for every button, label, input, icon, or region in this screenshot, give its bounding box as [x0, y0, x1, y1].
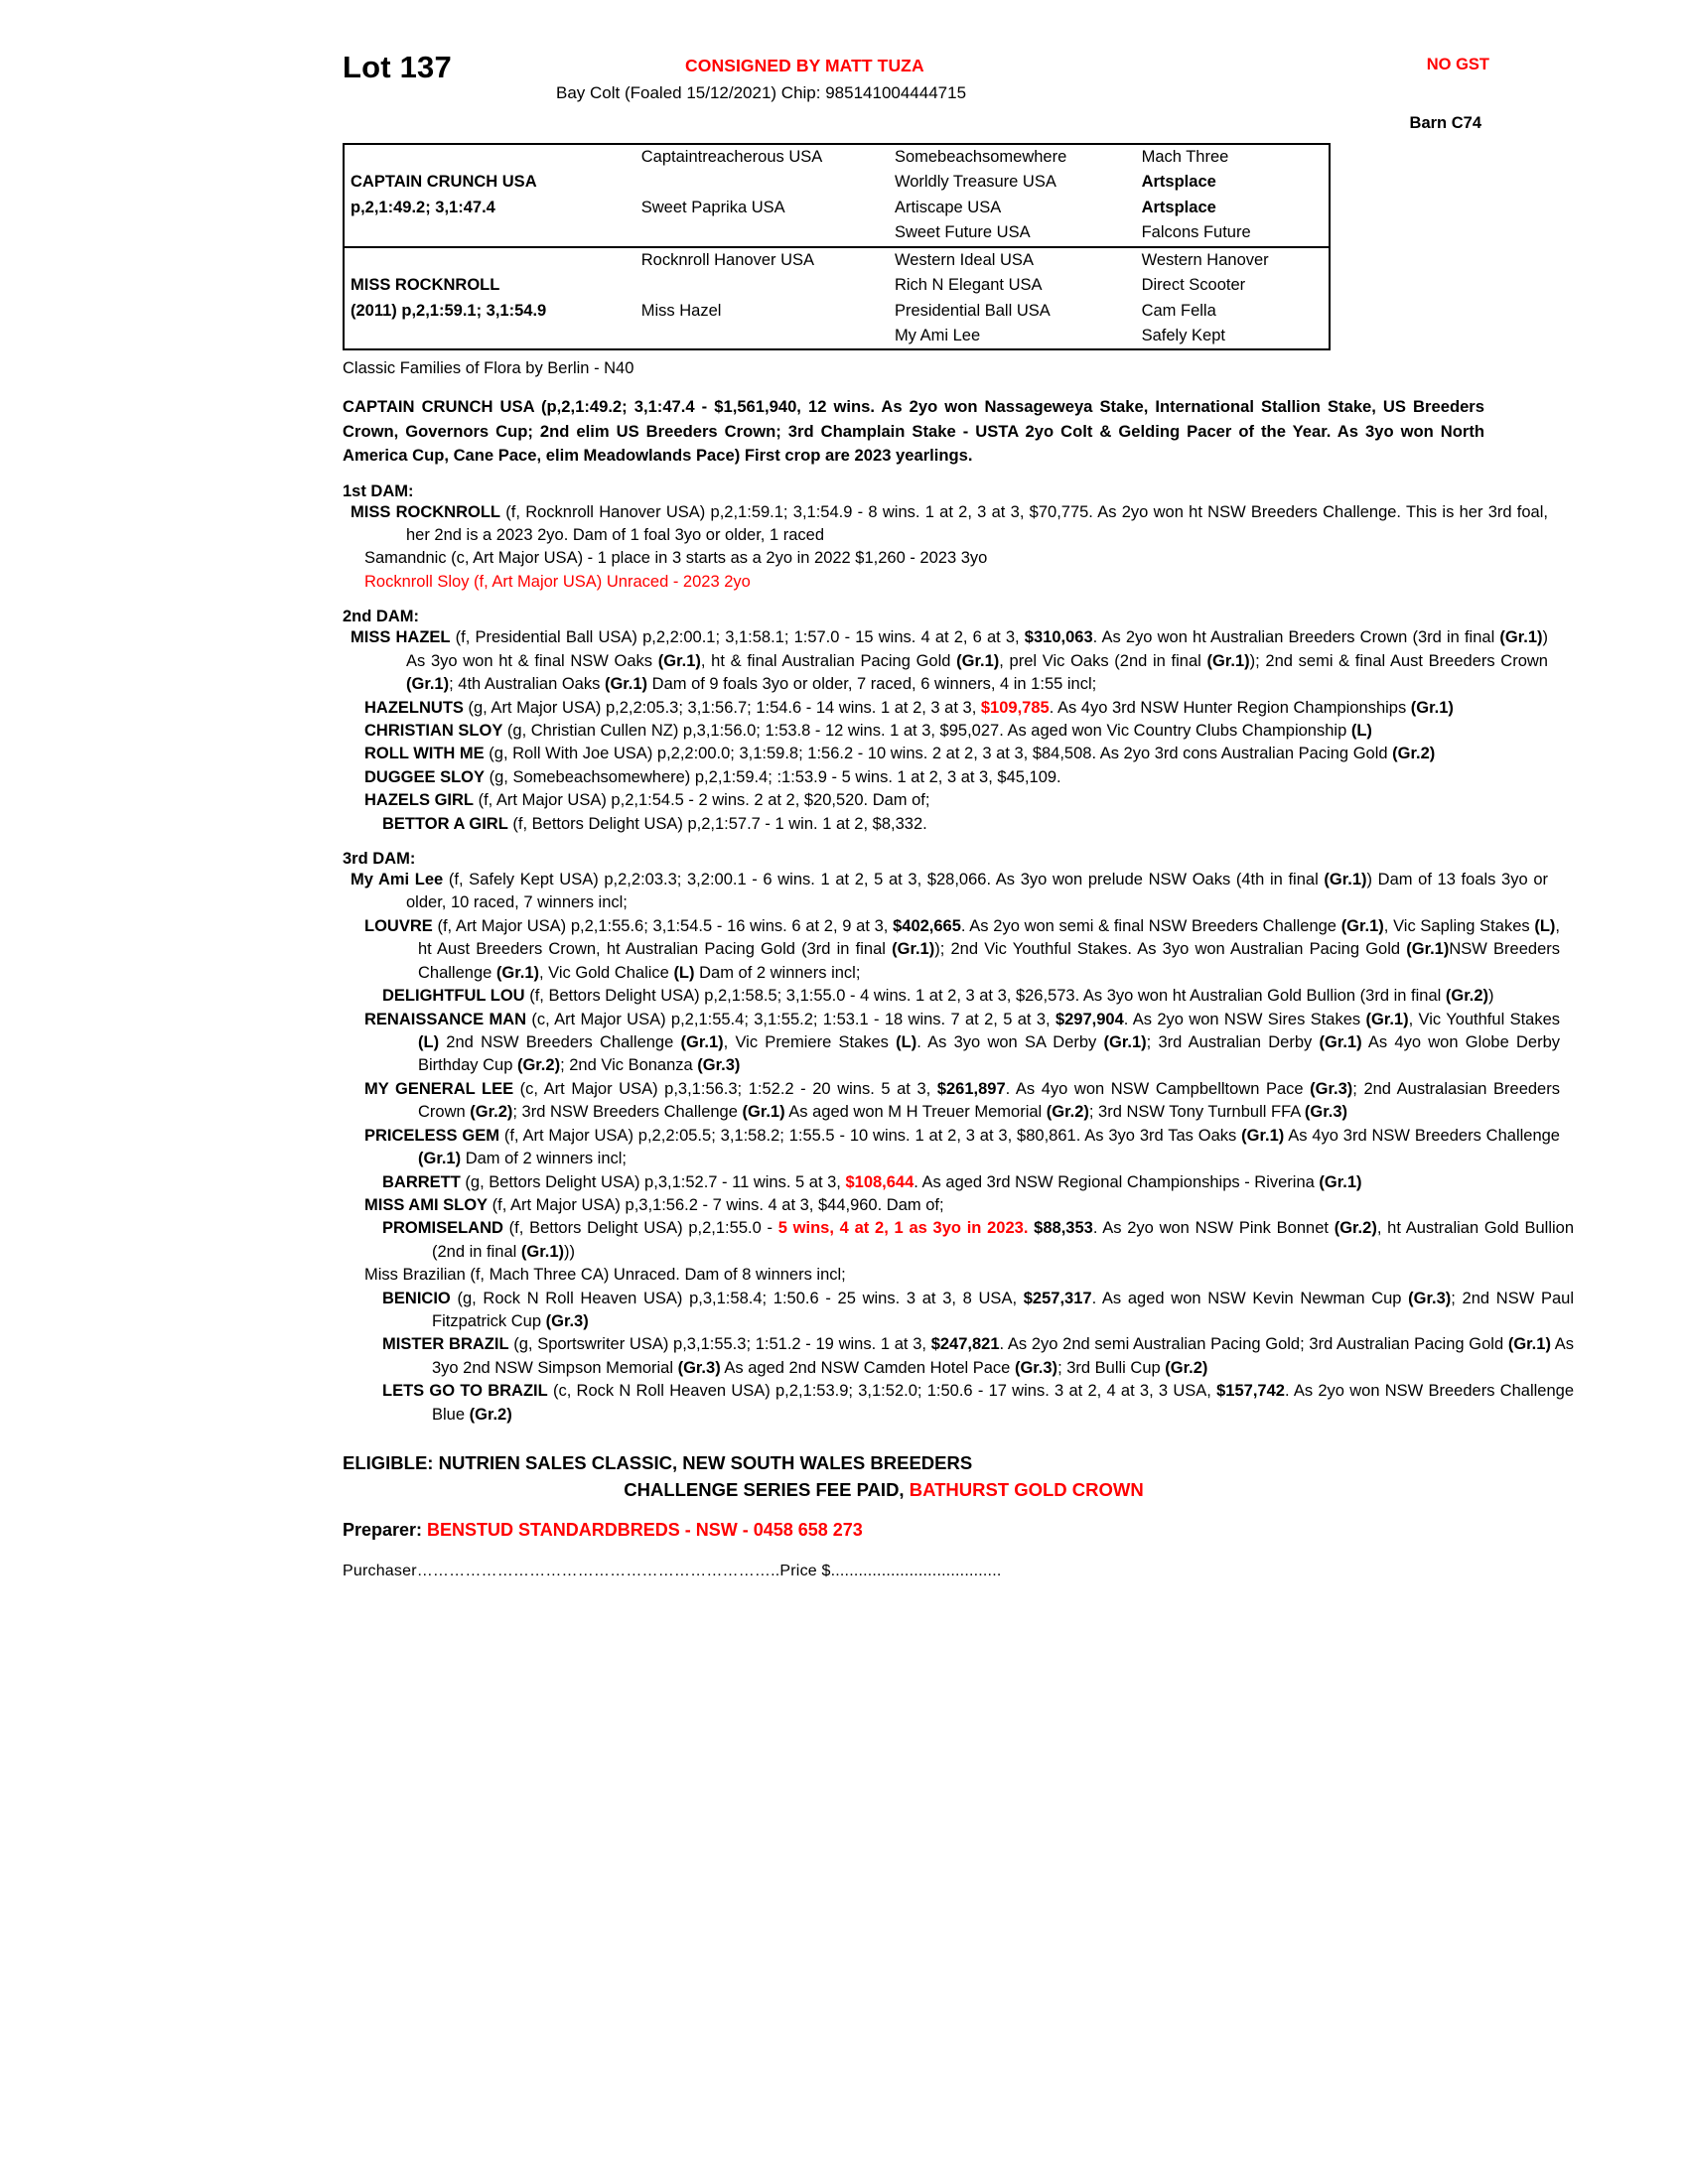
first-dam-text: (f, Rocknroll Hanover USA) p,2,1:59.1; 3,1:54.9 - 8 wins. 1 at 2, 3 at 3, $70,775. As 2yo won ht NSW Breeders Challenge. This is her 3rd foal, her 2nd is a 2023 2yo. Dam of 1 foal 3yo or older, 1 raced: [406, 502, 1548, 544]
text-run: $88,353: [1028, 1219, 1093, 1238]
text-run: )): [564, 1242, 575, 1261]
progeny-entry: [364, 915, 1560, 985]
text-run: PRICELESS GEM: [364, 1126, 499, 1145]
text-run: (Gr.1): [680, 1032, 724, 1051]
pedigree-cell-parent: MISS ROCKNROLL: [351, 276, 500, 295]
text-run: As 3yo 2nd NSW Simpson Memorial: [432, 1335, 1575, 1377]
text-run: (f, Presidential Ball USA) p,2,2:00.1; 3,1:58.1; 1:57.0 - 15 wins. 4 at 2, 6 at 3,: [450, 628, 1025, 647]
text-run: DELIGHTFUL LOU: [382, 987, 525, 1006]
text-run: (Gr.1): [1206, 651, 1250, 670]
progeny-entry: [364, 1264, 1560, 1287]
first-dam-entry: [351, 501, 1548, 548]
preparer-value: BENSTUD STANDARDBREDS - NSW - 0458 658 273: [427, 1519, 863, 1540]
text-run: MISS AMI SLOY: [364, 1195, 489, 1214]
progeny-entry: [382, 1171, 1574, 1194]
text-run: ROLL WITH ME: [364, 745, 485, 763]
text-run: . As 4yo won NSW Campbelltown Pace: [1005, 1079, 1311, 1098]
text-run: , ht Aust Breeders Crown, ht Australian Pacing Gold (3rd in final: [418, 916, 1560, 959]
text-run: (L): [1350, 721, 1372, 740]
text-run: (Gr.1): [1319, 1172, 1362, 1191]
text-run: (Gr.1): [406, 675, 450, 694]
text-run: (Gr.2): [1165, 1358, 1208, 1377]
first-dam-heading: 1st DAM:: [343, 481, 414, 500]
classic-families-note: Classic Families of Flora by Berlin - N40: [343, 359, 634, 378]
text-run: . As 2yo won ht Australian Breeders Crown (3rd in final: [1092, 628, 1500, 647]
text-run: (f, Art Major USA) p,2,1:55.6; 3,1:54.5 - 16 wins. 6 at 2, 9 at 3,: [432, 916, 894, 935]
text-run: BENICIO: [382, 1289, 451, 1307]
text-run: (Gr.1): [1499, 628, 1543, 647]
text-run: (Gr.3): [677, 1358, 721, 1377]
progeny-entry: [364, 697, 1560, 720]
third-dam-text: [406, 871, 1548, 911]
text-run: (Gr.3): [1310, 1079, 1353, 1098]
text-run: $108,644: [845, 1172, 914, 1191]
pedigree-cell-gg-grandparent: Falcons Future: [1136, 220, 1329, 246]
text-run: , Vic Sapling Stakes: [1383, 916, 1535, 935]
text-run: (Gr.2): [470, 1103, 513, 1122]
text-run: (Gr.2): [516, 1056, 561, 1075]
text-run: $109,785: [980, 698, 1050, 717]
preparer-label: Preparer:: [343, 1519, 428, 1540]
text-run: ; 4th Australian Oaks: [449, 675, 605, 694]
text-run: (f, Safely Kept USA) p,2,2:03.3; 3,2:00.1 - 6 wins. 1 at 2, 5 at 3, $28,066. As 3yo won prelude NSW Oaks (4th in final: [443, 871, 1325, 889]
text-run: (g, Art Major USA) p,2,2:05.3; 3,1:56.7; 1:54.6 - 14 wins. 1 at 2, 3 at 3,: [463, 698, 981, 717]
text-run: , Vic Premiere Stakes: [723, 1032, 897, 1051]
pedigree-cell-greatgrandparent: Worldly Treasure USA: [894, 173, 1056, 192]
second-dam-text: [406, 628, 1548, 693]
progeny-entry: [364, 720, 1560, 743]
text-run: MY GENERAL LEE: [364, 1079, 514, 1098]
text-run: (Gr.3): [1304, 1103, 1348, 1122]
pedigree-cell-greatgrandparent: Artiscape USA: [894, 198, 1002, 216]
consignor-label: CONSIGNED BY MATT TUZA: [685, 56, 924, 75]
progeny-entry: Rocknroll Sloy (f, Art Major USA) Unraced - 2023 2yo: [364, 572, 751, 591]
text-run: (Gr.1): [657, 651, 701, 670]
pedigree-row: [345, 247, 1329, 273]
pedigree-cell-gg-grandparent: Artsplace: [1141, 198, 1216, 216]
second-dam-heading: 2nd DAM:: [343, 608, 419, 626]
second-dam-progeny-list: [343, 697, 1489, 837]
text-run: (Gr.1): [495, 963, 539, 982]
text-run: As aged 2nd NSW Camden Hotel Pace: [720, 1358, 1015, 1377]
pedigree-cell-grandparent: Captaintreacherous USA: [640, 148, 823, 166]
text-run: ); 2nd Vic Youthful Stakes. As 3yo won Australian Pacing Gold: [934, 940, 1407, 959]
text-run: HAZELS GIRL: [364, 791, 474, 810]
text-run: (g, Roll With Joe USA) p,2,2:00.0; 3,1:59.8; 1:56.2 - 10 wins. 2 at 2, 3 at 3, $84,508. As 2yo 3rd cons Australian Pacing Gold: [484, 745, 1393, 763]
text-run: As 4yo won Globe Derby Birthday Cup: [418, 1032, 1561, 1075]
text-run: (Gr.3): [1014, 1358, 1058, 1377]
text-run: LOUVRE: [364, 916, 433, 935]
pedigree-cell-parent: p,2,1:49.2; 3,1:47.4: [351, 198, 495, 216]
pedigree-cell-parent: (2011) p,2,1:59.1; 3,1:54.9: [351, 301, 547, 320]
text-run: (Gr.1): [1103, 1032, 1147, 1051]
eligibility-line-2: [343, 1477, 1484, 1504]
text-run: (f, Bettors Delight USA) p,2,1:55.0 -: [502, 1219, 778, 1238]
text-run: , ht & final Australian Pacing Gold: [700, 651, 957, 670]
eligibility-line-2b: BATHURST GOLD CROWN: [909, 1478, 1144, 1500]
text-run: ; 2nd Australasian Breeders Crown: [418, 1079, 1560, 1122]
text-run: . As 2yo won NSW Pink Bonnet: [1092, 1219, 1335, 1238]
text-run: (L): [673, 963, 695, 982]
text-run: As aged won M H Treuer Memorial: [784, 1103, 1047, 1122]
third-dam-name: My Ami Lee: [351, 871, 444, 889]
progeny-entry: Samandnic (c, Art Major USA) - 1 place in 3 starts as a 2yo in 2022 $1,260 - 2023 3yo: [364, 549, 988, 568]
text-run: (Gr.2): [1392, 745, 1436, 763]
progeny-entry: [364, 1125, 1560, 1171]
eligibility-line-2a: CHALLENGE SERIES FEE PAID,: [624, 1478, 910, 1500]
text-run: . As 2yo won NSW Breeders Challenge Blue: [432, 1382, 1575, 1424]
text-run: . As aged won NSW Kevin Newman Cup: [1091, 1289, 1409, 1307]
text-run: $157,742: [1216, 1382, 1285, 1401]
preparer-line: [343, 1520, 1489, 1541]
text-run: (Gr.1): [1365, 1010, 1409, 1028]
progeny-entry: [382, 813, 1574, 836]
text-run: RENAISSANCE MAN: [364, 1010, 527, 1028]
text-run: (Gr.1): [520, 1242, 564, 1261]
pedigree-cell-parent: [345, 324, 635, 348]
text-run: (g, Somebeachsomewhere) p,2,1:59.4; :1:53.9 - 5 wins. 1 at 2, 3 at 3, $45,109.: [485, 767, 1061, 786]
pedigree-cell-grandparent: [635, 324, 889, 348]
pedigree-cell-gg-grandparent: Direct Scooter: [1141, 276, 1246, 295]
progeny-entry: [382, 1288, 1574, 1334]
pedigree-cell-greatgrandparent: Sweet Future USA: [889, 220, 1136, 246]
third-dam-heading: 3rd DAM:: [343, 850, 416, 869]
pedigree-cell-parent: [345, 220, 635, 246]
first-dam-name: MISS ROCKNROLL: [351, 502, 501, 521]
text-run: . As 2yo 2nd semi Australian Pacing Gold; 3rd Australian Pacing Gold: [999, 1335, 1508, 1354]
text-run: . As 3yo won SA Derby: [916, 1032, 1104, 1051]
text-run: (g, Bettors Delight USA) p,3,1:52.7 - 11 wins. 5 at 3,: [460, 1172, 846, 1191]
progeny-entry: [364, 1194, 1560, 1217]
text-run: (Gr.2): [1334, 1219, 1377, 1238]
text-run: $297,904: [1055, 1010, 1124, 1028]
no-gst-badge: NO GST: [1426, 56, 1489, 73]
sire-summary: CAPTAIN CRUNCH USA (p,2,1:49.2; 3,1:47.4 - $1,561,940, 12 wins. As 2yo won Nassageweya Stake, International Stallion Stake, US Breeders Crown, Governors Cup; 2nd elim US Breeders Crown; 3rd Champlain Stake - USTA 2yo Colt & Gelding Pacer of the Year. As 3yo won North America Cup, Cane Pace, elim Meadowlands Pace) First crop are 2023 yearlings.: [343, 397, 1484, 466]
text-run: , Vic Youthful Stakes: [1408, 1010, 1561, 1028]
text-run: (Gr.2): [1445, 987, 1488, 1006]
pedigree-row: [345, 324, 1329, 348]
progeny-entry: [364, 766, 1560, 789]
purchaser-line: Purchaser…………………………………………………………..Price $.....................................: [343, 1562, 1002, 1579]
text-run: $261,897: [936, 1079, 1006, 1098]
third-dam-progeny-list: [343, 915, 1575, 1427]
text-run: ) Dam of 13 foals 3yo or older, 10 raced, 7 winners incl;: [406, 871, 1548, 912]
text-run: (Gr.1): [1410, 698, 1454, 717]
pedigree-cell-parent: CAPTAIN CRUNCH USA: [351, 173, 537, 192]
text-run: Miss Brazilian (f, Mach Three CA) Unraced. Dam of 8 winners incl;: [364, 1266, 846, 1285]
eligibility-note: [343, 1450, 1484, 1504]
pedigree-row: [345, 273, 1329, 298]
text-run: (Gr.2): [1046, 1103, 1089, 1122]
pedigree-cell-gg-grandparent: Western Hanover: [1141, 250, 1269, 269]
text-run: . As 2yo won NSW Sires Stakes: [1123, 1010, 1366, 1028]
text-run: BETTOR A GIRL: [382, 814, 508, 833]
pedigree-cell-grandparent: [635, 170, 889, 195]
text-run: (Gr.3): [545, 1312, 589, 1331]
text-run: (Gr.1): [418, 1150, 462, 1168]
text-run: ): [1488, 987, 1494, 1006]
text-run: (Gr.1): [892, 940, 935, 959]
text-run: (c, Rock N Roll Heaven USA) p,2,1:53.9; 3,1:52.0; 1:50.6 - 17 wins. 3 at 2, 4 at 3, 3 USA,: [547, 1382, 1217, 1401]
text-run: (g, Rock N Roll Heaven USA) p,3,1:58.4; 1:50.6 - 25 wins. 3 at 3, 8 USA,: [450, 1289, 1024, 1307]
text-run: $257,317: [1023, 1289, 1092, 1307]
pedigree-cell-greatgrandparent: My Ami Lee: [894, 326, 981, 344]
text-run: (f, Art Major USA) p,2,2:05.5; 3,1:58.2; 1:55.5 - 10 wins. 1 at 2, 3 at 3, $80,861. As 3yo 3rd Tas Oaks: [498, 1126, 1242, 1145]
text-run: (c, Art Major USA) p,3,1:56.3; 1:52.2 - 20 wins. 5 at 3,: [513, 1079, 937, 1098]
page-header: [343, 40, 1489, 135]
progeny-entry: [364, 789, 1560, 812]
text-run: 5 wins, 4 at 2, 1 as 3yo in 2023.: [777, 1219, 1029, 1238]
text-run: (f, Bettors Delight USA) p,2,1:58.5; 3,1:55.0 - 4 wins. 1 at 2, 3 at 3, $26,573. As 3yo won ht Australian Gold Bullion (3rd in final: [524, 987, 1446, 1006]
progeny-entry: [364, 1078, 1560, 1125]
text-run: DUGGEE SLOY: [364, 767, 486, 786]
pedigree-cell-gg-grandparent: Safely Kept: [1141, 326, 1225, 344]
progeny-entry: [382, 985, 1574, 1008]
text-run: BARRETT: [382, 1172, 461, 1191]
text-run: (c, Art Major USA) p,2,1:55.4; 3,1:55.2; 1:53.1 - 18 wins. 7 at 2, 5 at 3,: [526, 1010, 1055, 1028]
pedigree-cell-gg-grandparent: Cam Fella: [1141, 301, 1216, 320]
text-run: (Gr.1): [1324, 871, 1367, 889]
text-run: , Vic Gold Chalice: [539, 963, 674, 982]
text-run: Dam of 2 winners incl;: [461, 1150, 628, 1168]
text-run: PROMISELAND: [382, 1219, 503, 1238]
text-run: ) As 3yo won ht & final NSW Oaks: [406, 628, 1549, 670]
pedigree-cell-gg-grandparent: Artsplace: [1141, 173, 1216, 192]
text-run: LETS GO TO BRAZIL: [382, 1382, 548, 1401]
pedigree-cell-grandparent: Rocknroll Hanover USA: [640, 250, 814, 269]
foal-details: Bay Colt (Foaled 15/12/2021) Chip: 985141004444715: [556, 83, 967, 102]
text-run: (Gr.2): [469, 1405, 512, 1424]
third-dam-entry: [351, 869, 1548, 915]
pedigree-cell-grandparent: [635, 273, 889, 298]
pedigree-cell-parent: [345, 145, 635, 170]
text-run: ; 3rd NSW Breeders Challenge: [512, 1103, 743, 1122]
text-run: (Gr.1): [1241, 1126, 1285, 1145]
text-run: . As 4yo 3rd NSW Hunter Region Championships: [1049, 698, 1411, 717]
text-run: . As aged 3rd NSW Regional Championships - Riverina: [914, 1172, 1320, 1191]
text-run: (f, Art Major USA) p,3,1:56.2 - 7 wins. 4 at 3, $44,960. Dam of;: [488, 1195, 944, 1214]
text-run: (Gr.1): [742, 1103, 785, 1122]
text-run: Dam of 2 winners incl;: [694, 963, 861, 982]
text-run: ; 2nd Vic Bonanza: [560, 1056, 698, 1075]
text-run: (Gr.1): [1406, 940, 1450, 959]
text-run: ; 3rd Bulli Cup: [1057, 1358, 1166, 1377]
pedigree-cell-gg-grandparent: Mach Three: [1141, 148, 1229, 166]
text-run: As 4yo 3rd NSW Breeders Challenge: [1284, 1126, 1560, 1145]
text-run: Dam of 9 foals 3yo or older, 7 raced, 6 winners, 4 in 1:55 incl;: [647, 675, 1097, 694]
pedigree-cell-parent: [345, 247, 635, 273]
text-run: ; 2nd NSW Paul Fitzpatrick Cup: [432, 1289, 1574, 1331]
second-dam-name: MISS HAZEL: [351, 628, 451, 647]
text-run: (Gr.1): [1340, 916, 1384, 935]
pedigree-cell-greatgrandparent: Rich N Elegant USA: [894, 276, 1043, 295]
text-run: . As 2yo won semi & final NSW Breeders Challenge: [960, 916, 1341, 935]
progeny-entry: [382, 1333, 1574, 1380]
progeny-entry: [382, 1380, 1574, 1427]
text-run: NSW Breeders Challenge: [418, 940, 1560, 982]
text-run: (Gr.1): [1319, 1032, 1362, 1051]
text-run: $402,665: [893, 916, 961, 935]
progeny-entry: [364, 743, 1560, 765]
progeny-entry: [364, 1009, 1560, 1078]
text-run: $247,821: [930, 1335, 1000, 1354]
text-run: MISTER BRAZIL: [382, 1335, 509, 1354]
text-run: ; 3rd NSW Tony Turnbull FFA: [1088, 1103, 1305, 1122]
text-run: (L): [1534, 916, 1556, 935]
lot-number: Lot 137: [343, 50, 452, 84]
pedigree-row: [345, 299, 1329, 324]
text-run: 2nd NSW Breeders Challenge: [439, 1032, 681, 1051]
text-run: HAZELNUTS: [364, 698, 464, 717]
pedigree-table: [343, 143, 1331, 350]
pedigree-row: [345, 145, 1329, 170]
text-run: (Gr.3): [697, 1056, 741, 1075]
text-run: ); 2nd semi & final Aust Breeders Crown: [1249, 651, 1548, 670]
pedigree-cell-greatgrandparent: Presidential Ball USA: [894, 301, 1051, 320]
text-run: , ht Australian Gold Bullion (2nd in final: [432, 1219, 1574, 1261]
pedigree-row: [345, 220, 1329, 246]
text-run: ; 3rd Australian Derby: [1146, 1032, 1320, 1051]
text-run: (Gr.1): [1507, 1335, 1551, 1354]
barn-label: Barn C74: [1409, 114, 1481, 132]
pedigree-cell-grandparent: Sweet Paprika USA: [640, 198, 785, 216]
pedigree-cell-greatgrandparent: Western Ideal USA: [894, 250, 1034, 269]
eligibility-line-1: ELIGIBLE: NUTRIEN SALES CLASSIC, NEW SOUTH WALES BREEDERS: [343, 1452, 973, 1474]
text-run: (Gr.1): [956, 651, 1000, 670]
pedigree-cell-grandparent: Miss Hazel: [640, 301, 722, 320]
text-run: (g, Sportswriter USA) p,3,1:55.3; 1:51.2 - 19 wins. 1 at 3,: [508, 1335, 931, 1354]
text-run: (L): [418, 1032, 440, 1051]
second-dam-entry: [351, 626, 1548, 696]
text-run: (f, Bettors Delight USA) p,2,1:57.7 - 1 win. 1 at 2, $8,332.: [507, 814, 927, 833]
text-run: (L): [896, 1032, 917, 1051]
pedigree-row: [345, 196, 1329, 220]
text-run: CHRISTIAN SLOY: [364, 721, 503, 740]
text-run: (f, Art Major USA) p,2,1:54.5 - 2 wins. 2 at 2, $20,520. Dam of;: [474, 791, 930, 810]
pedigree-cell-grandparent: [635, 220, 889, 246]
progeny-entry: [382, 1217, 1574, 1264]
first-dam-progeny-list: [343, 547, 1489, 594]
pedigree-cell-greatgrandparent: Somebeachsomewhere: [894, 148, 1067, 166]
text-run: (Gr.1): [604, 675, 648, 694]
text-run: , prel Vic Oaks (2nd in final: [999, 651, 1207, 670]
text-run: (Gr.3): [1408, 1289, 1452, 1307]
text-run: $310,063: [1024, 628, 1093, 647]
text-run: (g, Christian Cullen NZ) p,3,1:56.0; 1:53.8 - 12 wins. 1 at 3, $95,027. As aged won Vic Country Clubs Championship: [502, 721, 1351, 740]
pedigree-row: [345, 170, 1329, 195]
